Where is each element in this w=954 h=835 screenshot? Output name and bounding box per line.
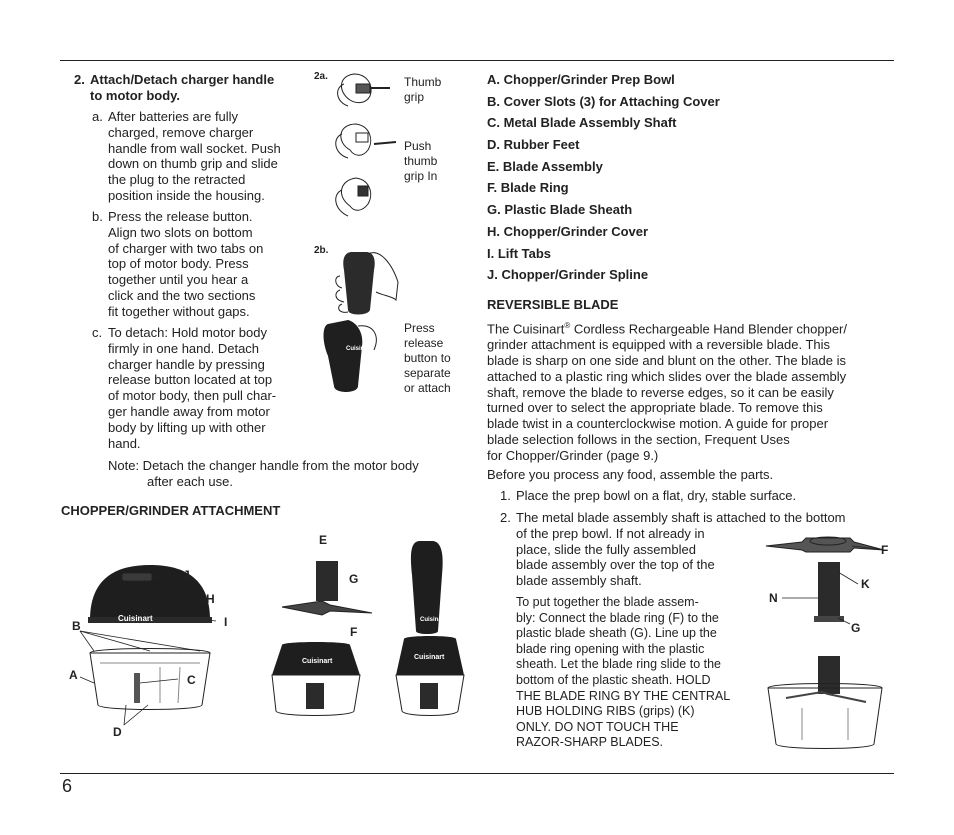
parts-list xyxy=(487,72,720,289)
page-number: 6 xyxy=(62,776,73,796)
before-you-process: Before you process any food, assemble the parts. xyxy=(487,467,774,482)
blender-body-brand-text: Cuisinart xyxy=(420,617,447,623)
assembled-brand-text: Cuisinart xyxy=(302,658,333,665)
part-h: H. Chopper/Grinder Cover xyxy=(487,223,649,239)
label-g-right: G xyxy=(851,621,861,635)
cover-brand-text: Cuisinart xyxy=(118,614,153,623)
blade-assembly-instructions: To put together the blade assem- bly: Connect the blade ring (F) to the plastic blade sheath (G). Line up the blade ring opening with the plastic sheath. Let the blade ring slide to the bottom of the plastic sheath. HOLD THE BLADE RING BY THE CENTRAL HUB HOLDING RIBS (grips) (K) ONLY. DO NOT TOUCH THE RAZOR-SHARP BLADES. xyxy=(516,595,731,750)
part-d: D. Rubber Feet xyxy=(487,137,580,153)
step2-heading: Attach/Detach charger handle to motor body. xyxy=(90,72,275,103)
part-c: C. Metal Blade Assembly Shaft xyxy=(487,115,677,131)
part-e: E. Blade Assembly xyxy=(487,158,603,174)
part-i: I. Lift Tabs xyxy=(487,245,552,261)
label-e: E xyxy=(319,533,328,547)
part-f: F. Blade Ring xyxy=(487,180,569,196)
part-a: A. Chopper/Grinder Prep Bowl xyxy=(487,72,675,87)
fig-2a-label: 2a. xyxy=(314,71,328,82)
caption-press-release: Press release button to separate or attach xyxy=(404,321,451,395)
label-f-right: F xyxy=(881,543,889,557)
part-b: B. Cover Slots (3) for Attaching Cover xyxy=(487,93,720,109)
hand-blender-detach-illustration xyxy=(318,246,408,396)
label-a: A xyxy=(69,668,78,682)
label-b: B xyxy=(72,619,81,633)
note: Note: Detach the changer handle from the motor body after each use. xyxy=(108,458,419,489)
chopper-parts-diagram xyxy=(60,535,480,745)
top-rule xyxy=(60,60,894,61)
blender-brand-text: Cuisinart xyxy=(346,346,373,352)
label-g-left: G xyxy=(349,572,359,586)
reversible-blade-paragraph: The Cuisinart® Cordless Rechargeable Hand Blender chopper/ grinder attachment is equipped with a reversible blade. This blade is sharp on one side and blunt on the other. The blade is attached to a plastic ring which slides over the blade assembly shaft, remove the blade to reverse edges, so it can be easily turned over to select the appropriate blade. To remove this blade twist in a counterclockwise motion. A guide for proper blade selection follows in the section, Frequent Uses for Chopper/Grinder (page 9.) xyxy=(487,321,847,463)
caption-thumb-grip: Thumb grip xyxy=(404,75,442,104)
fig-2b-label: 2b. xyxy=(314,245,329,256)
label-c: C xyxy=(187,673,196,687)
chopper-section-heading: CHOPPER/GRINDER ATTACHMENT xyxy=(61,503,281,518)
step2-number: 2. xyxy=(74,72,85,87)
reversible-blade-heading: REVERSIBLE BLADE xyxy=(487,297,619,312)
label-n: N xyxy=(769,591,778,605)
label-f-left: F xyxy=(350,625,358,639)
label-i: I xyxy=(224,615,228,629)
caption-push-thumb-grip: Push thumb grip In xyxy=(404,139,438,183)
blender-cover-brand-text: Cuisinart xyxy=(414,654,445,661)
part-j: J. Chopper/Grinder Spline xyxy=(487,267,649,283)
label-h: H xyxy=(206,592,215,606)
label-d: D xyxy=(113,725,122,739)
part-g: G. Plastic Blade Sheath xyxy=(487,202,633,218)
thumb-grip-illustration xyxy=(330,70,410,230)
label-k: K xyxy=(861,577,870,591)
label-j: J xyxy=(183,568,190,582)
bottom-rule xyxy=(60,773,894,774)
blade-ring-sheath-diagram xyxy=(762,532,894,752)
